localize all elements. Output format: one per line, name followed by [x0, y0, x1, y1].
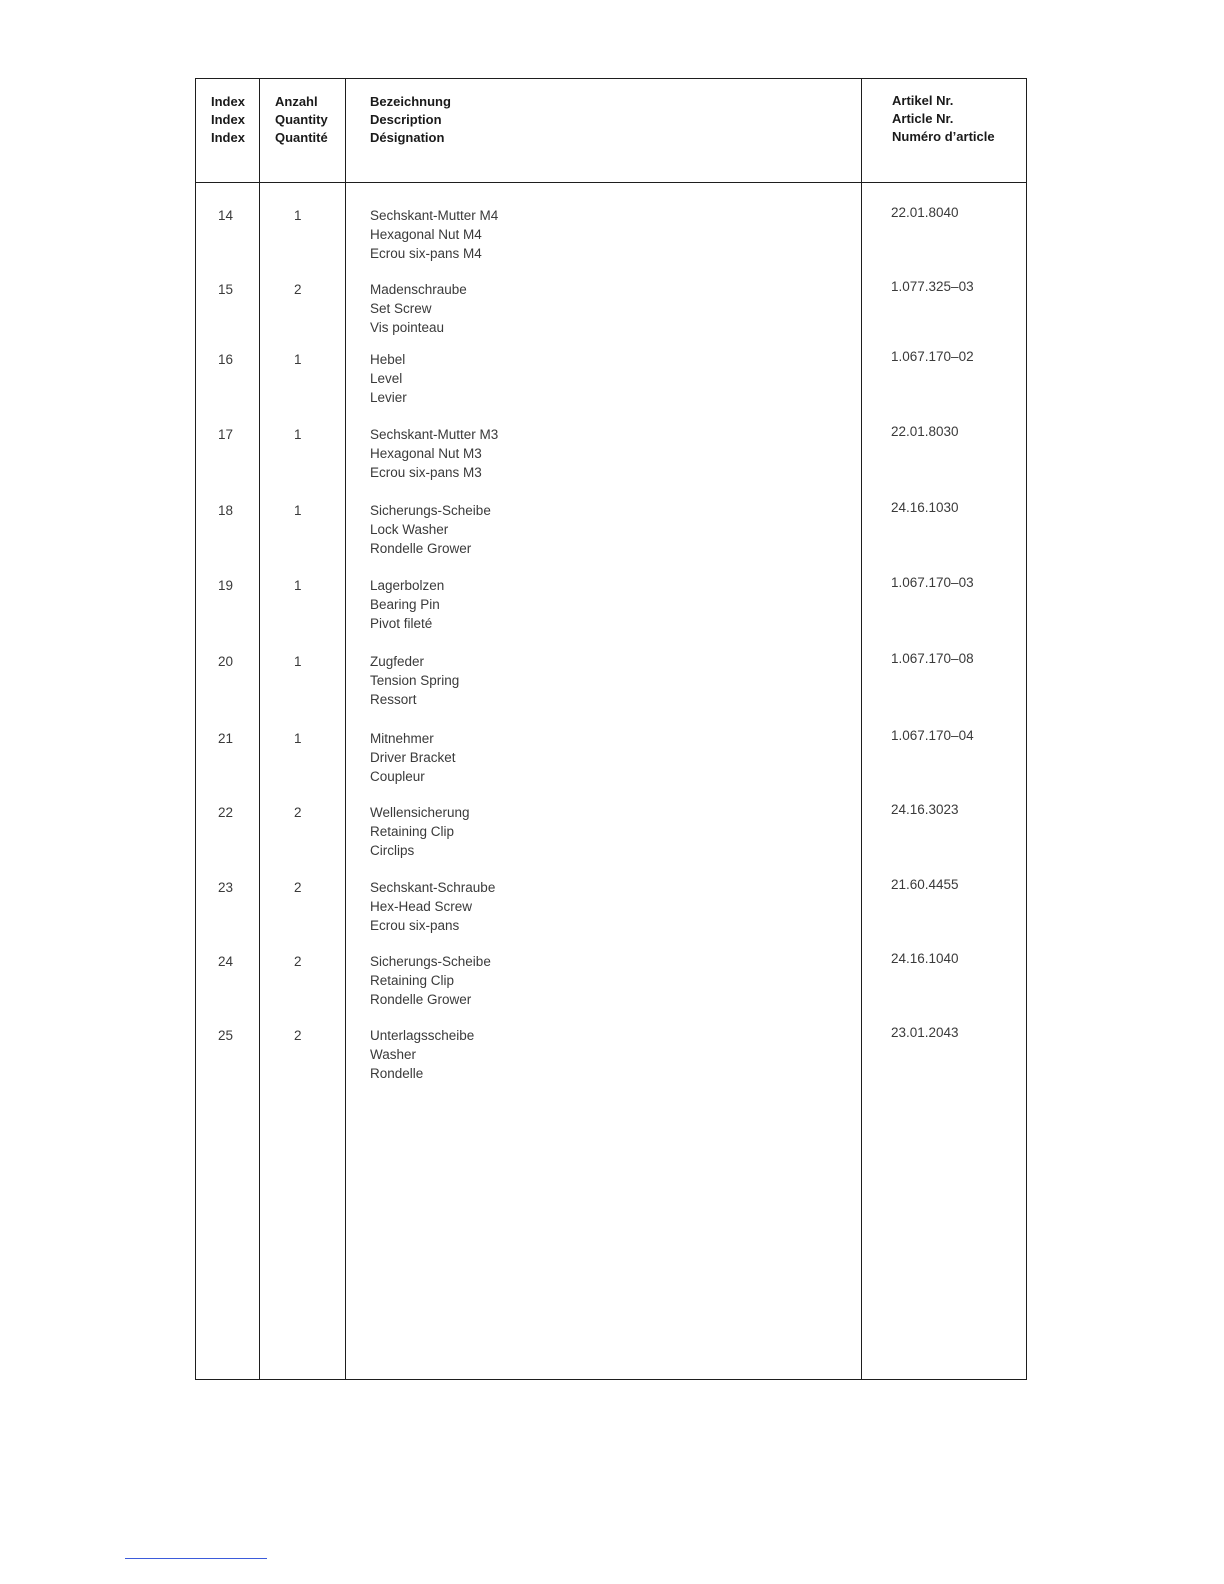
row-article-number: 21.60.4455 — [891, 877, 959, 892]
header-article: Artikel Nr. Article Nr. Numéro d’article — [892, 93, 995, 144]
row-article-number: 1.077.325–03 — [891, 279, 974, 294]
table-row — [196, 350, 1026, 420]
table-row — [196, 1026, 1026, 1096]
row-description: Hebel Level Levier — [370, 352, 407, 405]
row-article-number: 1.067.170–03 — [891, 575, 974, 590]
table-row — [196, 206, 1026, 276]
table-row — [196, 280, 1026, 350]
row-quantity: 1 — [294, 427, 302, 442]
table-row — [196, 729, 1026, 799]
row-description: Unterlagsscheibe Washer Rondelle — [370, 1028, 475, 1081]
table-row — [196, 501, 1026, 571]
row-index: 21 — [218, 731, 234, 746]
row-quantity: 2 — [294, 880, 302, 895]
row-quantity: 2 — [294, 805, 302, 820]
row-article-number: 24.16.1030 — [891, 500, 959, 515]
row-quantity: 1 — [294, 503, 302, 518]
row-description: Sicherungs-Scheibe Retaining Clip Rondelle Grower — [370, 954, 491, 1007]
row-description: Sechskant-Schraube Hex-Head Screw Ecrou six-pans — [370, 880, 496, 933]
table-row — [196, 652, 1026, 722]
header-divider — [196, 182, 1026, 183]
table-row — [196, 576, 1026, 646]
table-row — [196, 878, 1026, 948]
row-index: 18 — [218, 503, 234, 518]
row-index: 19 — [218, 578, 234, 593]
row-quantity: 2 — [294, 1028, 302, 1043]
row-description: Sicherungs-Scheibe Lock Washer Rondelle Grower — [370, 503, 491, 556]
row-article-number: 24.16.1040 — [891, 951, 959, 966]
header-index: Index Index Index — [211, 94, 245, 145]
parts-table — [195, 78, 1027, 1380]
row-description: Zugfeder Tension Spring Ressort — [370, 654, 460, 707]
row-article-number: 1.067.170–08 — [891, 651, 974, 666]
table-row — [196, 803, 1026, 873]
row-index: 22 — [218, 805, 234, 820]
row-quantity: 2 — [294, 282, 302, 297]
row-quantity: 2 — [294, 954, 302, 969]
row-article-number: 22.01.8040 — [891, 205, 959, 220]
row-index: 16 — [218, 352, 234, 367]
row-index: 23 — [218, 880, 234, 895]
header-quantity: Anzahl Quantity Quantité — [275, 94, 328, 145]
row-index: 15 — [218, 282, 234, 297]
row-description: Madenschraube Set Screw Vis pointeau — [370, 282, 467, 335]
row-article-number: 1.067.170–04 — [891, 728, 974, 743]
row-index: 17 — [218, 427, 234, 442]
footnote-rule — [125, 1558, 267, 1559]
row-index: 24 — [218, 954, 234, 969]
row-description: Lagerbolzen Bearing Pin Pivot fileté — [370, 578, 445, 631]
row-quantity: 1 — [294, 578, 302, 593]
table-row — [196, 952, 1026, 1022]
table-row — [196, 425, 1026, 495]
row-index: 25 — [218, 1028, 234, 1043]
header-description: Bezeichnung Description Désignation — [370, 94, 451, 145]
row-quantity: 1 — [294, 208, 302, 223]
row-index: 14 — [218, 208, 234, 223]
row-index: 20 — [218, 654, 234, 669]
row-article-number: 1.067.170–02 — [891, 349, 974, 364]
row-description: Wellensicherung Retaining Clip Circlips — [370, 805, 470, 858]
row-article-number: 23.01.2043 — [891, 1025, 959, 1040]
row-quantity: 1 — [294, 654, 302, 669]
row-article-number: 22.01.8030 — [891, 424, 959, 439]
row-article-number: 24.16.3023 — [891, 802, 959, 817]
row-quantity: 1 — [294, 352, 302, 367]
row-quantity: 1 — [294, 731, 302, 746]
row-description: Mitnehmer Driver Bracket Coupleur — [370, 731, 456, 784]
row-description: Sechskant-Mutter M4 Hexagonal Nut M4 Ecrou six-pans M4 — [370, 208, 499, 261]
row-description: Sechskant-Mutter M3 Hexagonal Nut M3 Ecrou six-pans M3 — [370, 427, 499, 480]
